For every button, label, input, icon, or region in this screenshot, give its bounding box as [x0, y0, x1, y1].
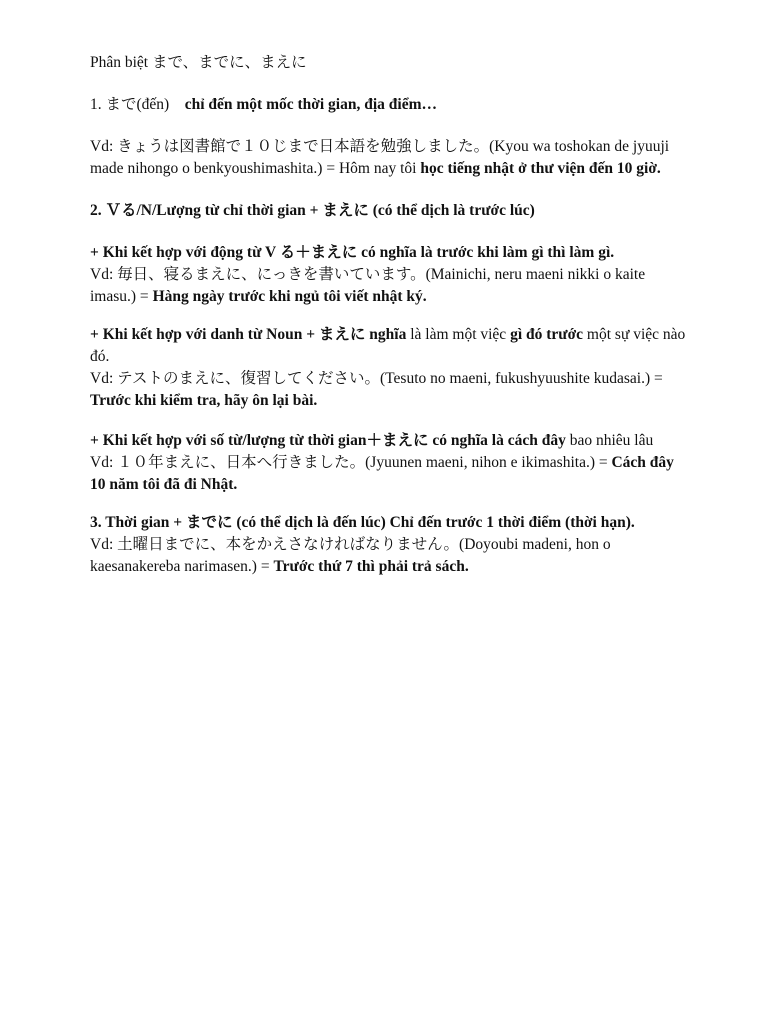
section-2-noun-example-translation: Trước khi kiểm tra, hãy ôn lại bài. [90, 392, 318, 409]
section-1-example [90, 136, 690, 180]
section-3-heading: 3. Thời gian + までに (có thể dịch là đến lúc) Chỉ đến trước 1 thời điểm (thời hạn). [90, 514, 635, 531]
section-2-noun-example-text: Vd: テストのまえに、復習してください。(Tesuto no maeni, fukushyuushite kudasai.) = [90, 370, 663, 387]
section-2-quantity-example [90, 452, 690, 496]
document-title: Phân biệt まで、までに、まえに [90, 54, 307, 71]
section-2-noun-rule: + Khi kết hợp với danh từ Noun + まえに nghĩa là làm một việc gì đó trước một sự việc nào đó. [90, 326, 686, 365]
section-3-example-text: Vd: 土曜日までに、本をかえさなければなりません。(Doyoubi madeni, hon o kaesanakereba narimasen.) = [90, 536, 611, 575]
section-2-quantity-example-text: Vd: １０年まえに、日本へ行きました。(Jyuunen maeni, nihon e ikimashita.) = [90, 454, 612, 471]
section-1-example-translation: học tiếng nhật ở thư viện đến 10 giờ. [420, 160, 661, 177]
document-page [90, 52, 690, 578]
section-1-meaning: chỉ đến một mốc thời gian, địa điểm… [184, 96, 437, 113]
section-1-heading [90, 94, 690, 116]
section-3-example [90, 534, 690, 578]
section-1-term: 1. まで(đến) [90, 96, 170, 113]
section-2-verb-example-translation: Hàng ngày trước khi ngủ tôi viết nhật ký. [152, 288, 427, 305]
section-2-noun-example [90, 368, 690, 412]
section-1-example-text: Vd: きょうは図書館で１０じまで日本語を勉強しました。(Kyou wa toshokan de jyuuji made nihongo o benkyoushimashita.) = Hôm nay tôi [90, 138, 670, 177]
section-2-verb-rule: + Khi kết hợp với động từ V る＋まえに có nghĩa là trước khi làm gì thì làm gì. [90, 244, 615, 261]
section-2-verb-example-text: Vd: 毎日、寝るまえに、にっきを書いています。(Mainichi, neru maeni nikki o kaite imasu.) = [90, 266, 646, 305]
section-2-quantity-example-translation: Cách đây 10 năm tôi đã đi Nhật. [90, 454, 674, 493]
section-3-example-translation: Trước thứ 7 thì phải trả sách. [273, 558, 469, 575]
section-2-quantity-rule: + Khi kết hợp với số từ/lượng từ thời gian＋まえに có nghĩa là cách đây bao nhiêu lâu [90, 432, 654, 449]
section-2-heading: 2. Ｖる/N/Lượng từ chỉ thời gian + まえに (có thể dịch là trước lúc) [90, 202, 535, 219]
section-2-verb-example [90, 264, 690, 308]
